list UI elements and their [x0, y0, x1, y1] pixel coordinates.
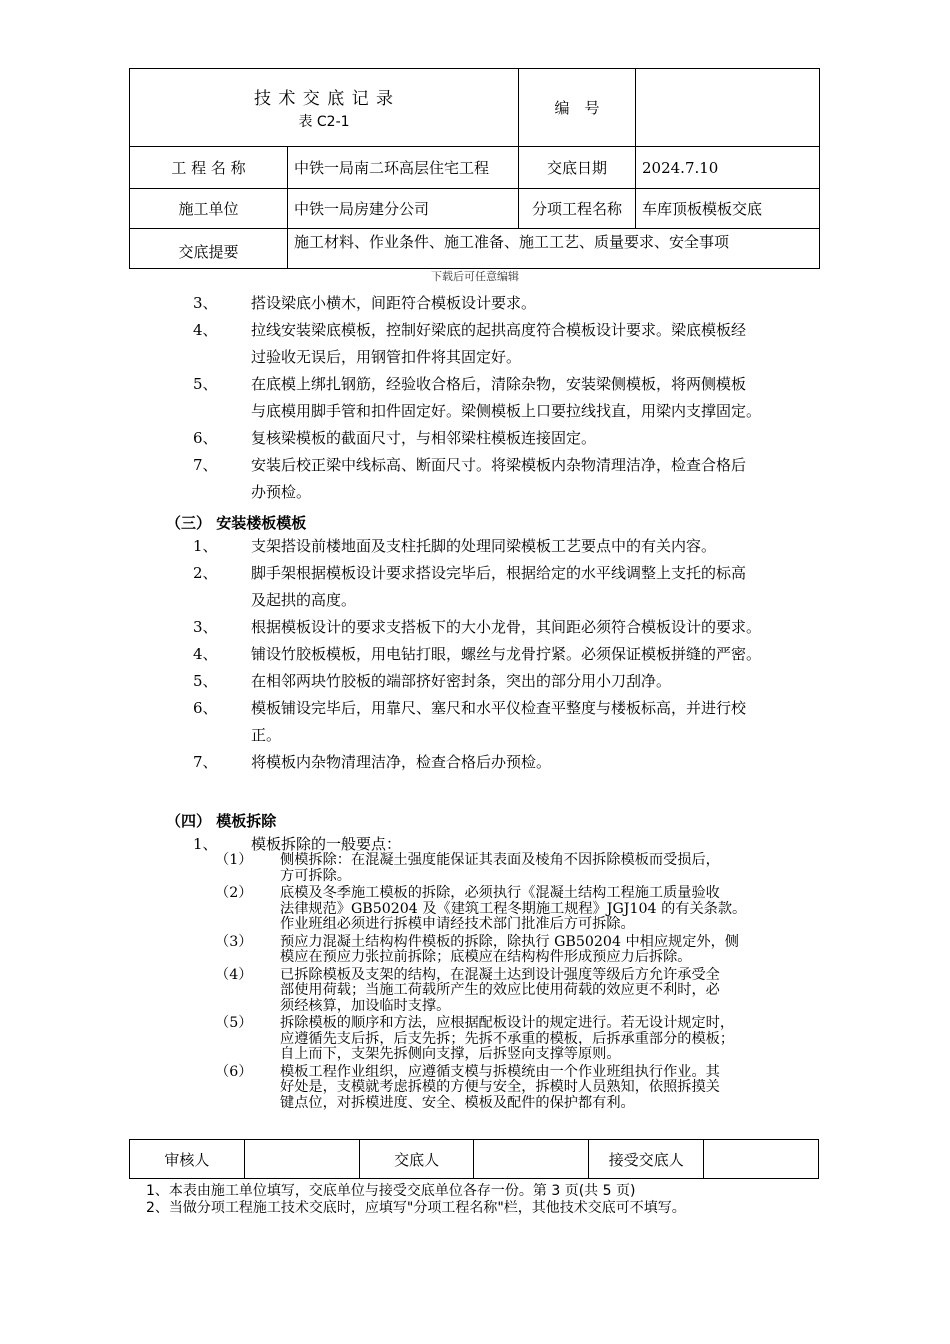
section-4-sub-text: 模应在预应力张拉前拆除；底模应在结构构件形成预应力后拆除。	[280, 949, 692, 965]
project-name-label: 工 程 名 称	[130, 147, 288, 189]
receiver-value	[704, 1140, 819, 1179]
header-table	[129, 68, 820, 269]
summary-label: 交底提要	[130, 229, 288, 269]
section-3-item-text: 及起拱的高度。	[251, 591, 357, 609]
section-3-item-text: 在相邻两块竹胶板的端部挤好密封条，突出的部分用小刀刮净。	[251, 672, 672, 690]
receiver-label: 接受交底人	[589, 1140, 704, 1179]
beam-item-number: 7、	[193, 456, 218, 474]
footnote-2: 2、当做分项工程施工技术交底时，应填写"分项工程名称"栏，其他技术交底可不填写。	[146, 1200, 686, 1216]
section-4-sub-text: 部使用荷载；当施工荷载所产生的效应比使用荷载的效应更不利时，必	[280, 982, 720, 998]
section-3-item-text: 支架搭设前楼地面及支柱托脚的处理同梁模板工艺要点中的有关内容。	[251, 537, 717, 555]
beam-item-text: 复核梁模板的截面尺寸，与相邻梁柱模板连接固定。	[251, 429, 597, 447]
subitem-label: 分项工程名称	[519, 189, 636, 229]
section-3-item-text: 将模板内杂物清理洁净，检查合格后办预检。	[251, 753, 552, 771]
section-4-sub-number: （1）	[215, 852, 253, 868]
section-4-sub-text: 应遵循先支后拆，后支先拆；先拆不承重的模板，后拆承重部分的模板；	[280, 1030, 735, 1047]
beam-item-text: 过验收无误后，用钢管扣件将其固定好。	[251, 348, 522, 366]
date-value: 2024.7.10	[636, 147, 820, 189]
section-4-sub-number: （3）	[215, 933, 253, 950]
discloser-label: 交底人	[359, 1140, 474, 1179]
footnote-1: 1、本表由施工单位填写，交底单位与接受交底单位各存一份。第 3 页(共 5 页)	[146, 1183, 636, 1199]
section-3-item-number: 2、	[193, 564, 218, 582]
section-4-sub-text: 预应力混凝土结构构件模板的拆除，除执行 GB50204 中相应规定外，侧	[280, 933, 739, 950]
subitem-value: 车库顶板模板交底	[636, 189, 820, 229]
section-4-sub-text: 模板工程作业组织，应遵循支模与拆模统由一个作业班组执行作业。其	[280, 1063, 720, 1080]
section-4-sub-number: （2）	[215, 885, 253, 901]
section-4-sub-text: 底模及冬季施工模板的拆除，必须执行《混凝土结构工程施工质量验收	[280, 885, 720, 901]
section-4-intro-text: 模板拆除的一般要点：	[251, 835, 402, 853]
date-label: 交底日期	[519, 147, 636, 189]
section-3-item-number: 1、	[193, 537, 218, 555]
section-4-sub-text: 拆除模板的顺序和方法，应根据配板设计的规定进行。若无设计规定时，	[280, 1015, 735, 1031]
section-3-item-text: 脚手架根据模板设计要求搭设完毕后，根据给定的水平线调整上支托的标高	[251, 564, 747, 582]
unit-label: 施工单位	[130, 189, 288, 229]
title-cell	[130, 69, 519, 147]
beam-item-text: 办预检。	[251, 483, 312, 501]
section-4-sub-text: 自上而下，支架先拆侧向支撑，后拆竖向支撑等原则。	[280, 1046, 621, 1062]
section-4-sub-number: （5）	[215, 1015, 253, 1031]
beam-item-number: 5、	[193, 375, 218, 393]
section-4-sub-number: （6）	[215, 1063, 253, 1080]
section-4-sub-number: （4）	[215, 966, 253, 983]
section-4-sub-text: 方可拆除。	[280, 867, 351, 884]
beam-item-number: 4、	[193, 321, 218, 339]
section-3-item-text: 正。	[251, 726, 282, 744]
beam-item-text: 拉线安装梁底模板，控制好梁底的起拱高度符合模板设计要求。梁底模板经	[251, 321, 747, 339]
section-3-title: （三） 安装楼板模板	[166, 514, 307, 532]
discloser-value	[474, 1140, 589, 1179]
section-4-sub-text: 键点位，对拆模进度、安全、模板及配件的保护都有利。	[280, 1094, 635, 1111]
summary-value: 施工材料、作业条件、施工准备、施工工艺、质量要求、安全事项	[288, 229, 820, 269]
section-4-sub-text: 须经核算，加设临时支撑。	[280, 997, 451, 1014]
section-4-sub-text: 已拆除模板及支架的结构，在混凝土达到设计强度等级后方允许承受全	[280, 966, 720, 983]
signature-table	[129, 1139, 819, 1179]
reviewer-label: 审核人	[130, 1140, 245, 1179]
form-code: 表 C2-1	[298, 114, 350, 130]
section-4-intro-number: 1、	[193, 835, 218, 853]
section-4-sub-text: 好处是，支模就考虑拆模的方便与安全，拆模时人员熟知，依照拆摸关	[280, 1079, 720, 1095]
section-4-sub-text: 法律规范》GB50204 及《建筑工程冬期施工规程》JGJ104 的有关条款。	[280, 900, 747, 917]
beam-item-text: 与底模用脚手管和扣件固定好。梁侧模板上口要拉线找直，用梁内支撑固定。	[251, 402, 762, 420]
section-3-item-number: 6、	[193, 699, 218, 717]
section-3-item-text: 铺设竹胶板模板，用电钻打眼，螺丝与龙骨拧紧。必须保证模板拼缝的严密。	[251, 645, 762, 663]
beam-item-text: 安装后校正梁中线标高、断面尺寸。将梁模板内杂物清理洁净，检查合格后	[251, 456, 747, 474]
section-3-item-number: 3、	[193, 618, 218, 636]
section-4-title: （四） 模板拆除	[166, 812, 277, 830]
number-label: 编 号	[519, 69, 636, 147]
section-3-item-number: 4、	[193, 645, 218, 663]
page-title: 技 术 交 底 记 录	[253, 89, 395, 109]
reviewer-value	[244, 1140, 359, 1179]
beam-item-number: 3、	[193, 294, 218, 312]
section-4-sub-text: 作业班组必须进行拆模申请经技术部门批准后方可拆除。	[280, 916, 635, 932]
project-name: 中铁一局南二环高层住宅工程	[288, 147, 519, 189]
section-4-sub-text: 侧模拆除：在混凝土强度能保证其表面及棱角不因拆除模板而受损后，	[280, 852, 720, 868]
watermark: 下载后可任意编辑	[431, 270, 519, 283]
section-3-item-number: 7、	[193, 753, 218, 771]
beam-item-number: 6、	[193, 429, 218, 447]
section-3-item-number: 5、	[193, 672, 218, 690]
section-3-item-text: 模板铺设完毕后，用靠尺、塞尺和水平仪检查平整度与楼板标高，并进行校	[251, 699, 747, 717]
number-value	[636, 69, 820, 147]
beam-item-text: 在底模上绑扎钢筋，经验收合格后，清除杂物，安装梁侧模板，将两侧模板	[251, 375, 747, 393]
unit-value: 中铁一局房建分公司	[288, 189, 519, 229]
beam-item-text: 搭设梁底小横木，间距符合模板设计要求。	[251, 294, 537, 312]
section-3-item-text: 根据模板设计的要求支搭板下的大小龙骨，其间距必须符合模板设计的要求。	[251, 618, 762, 636]
